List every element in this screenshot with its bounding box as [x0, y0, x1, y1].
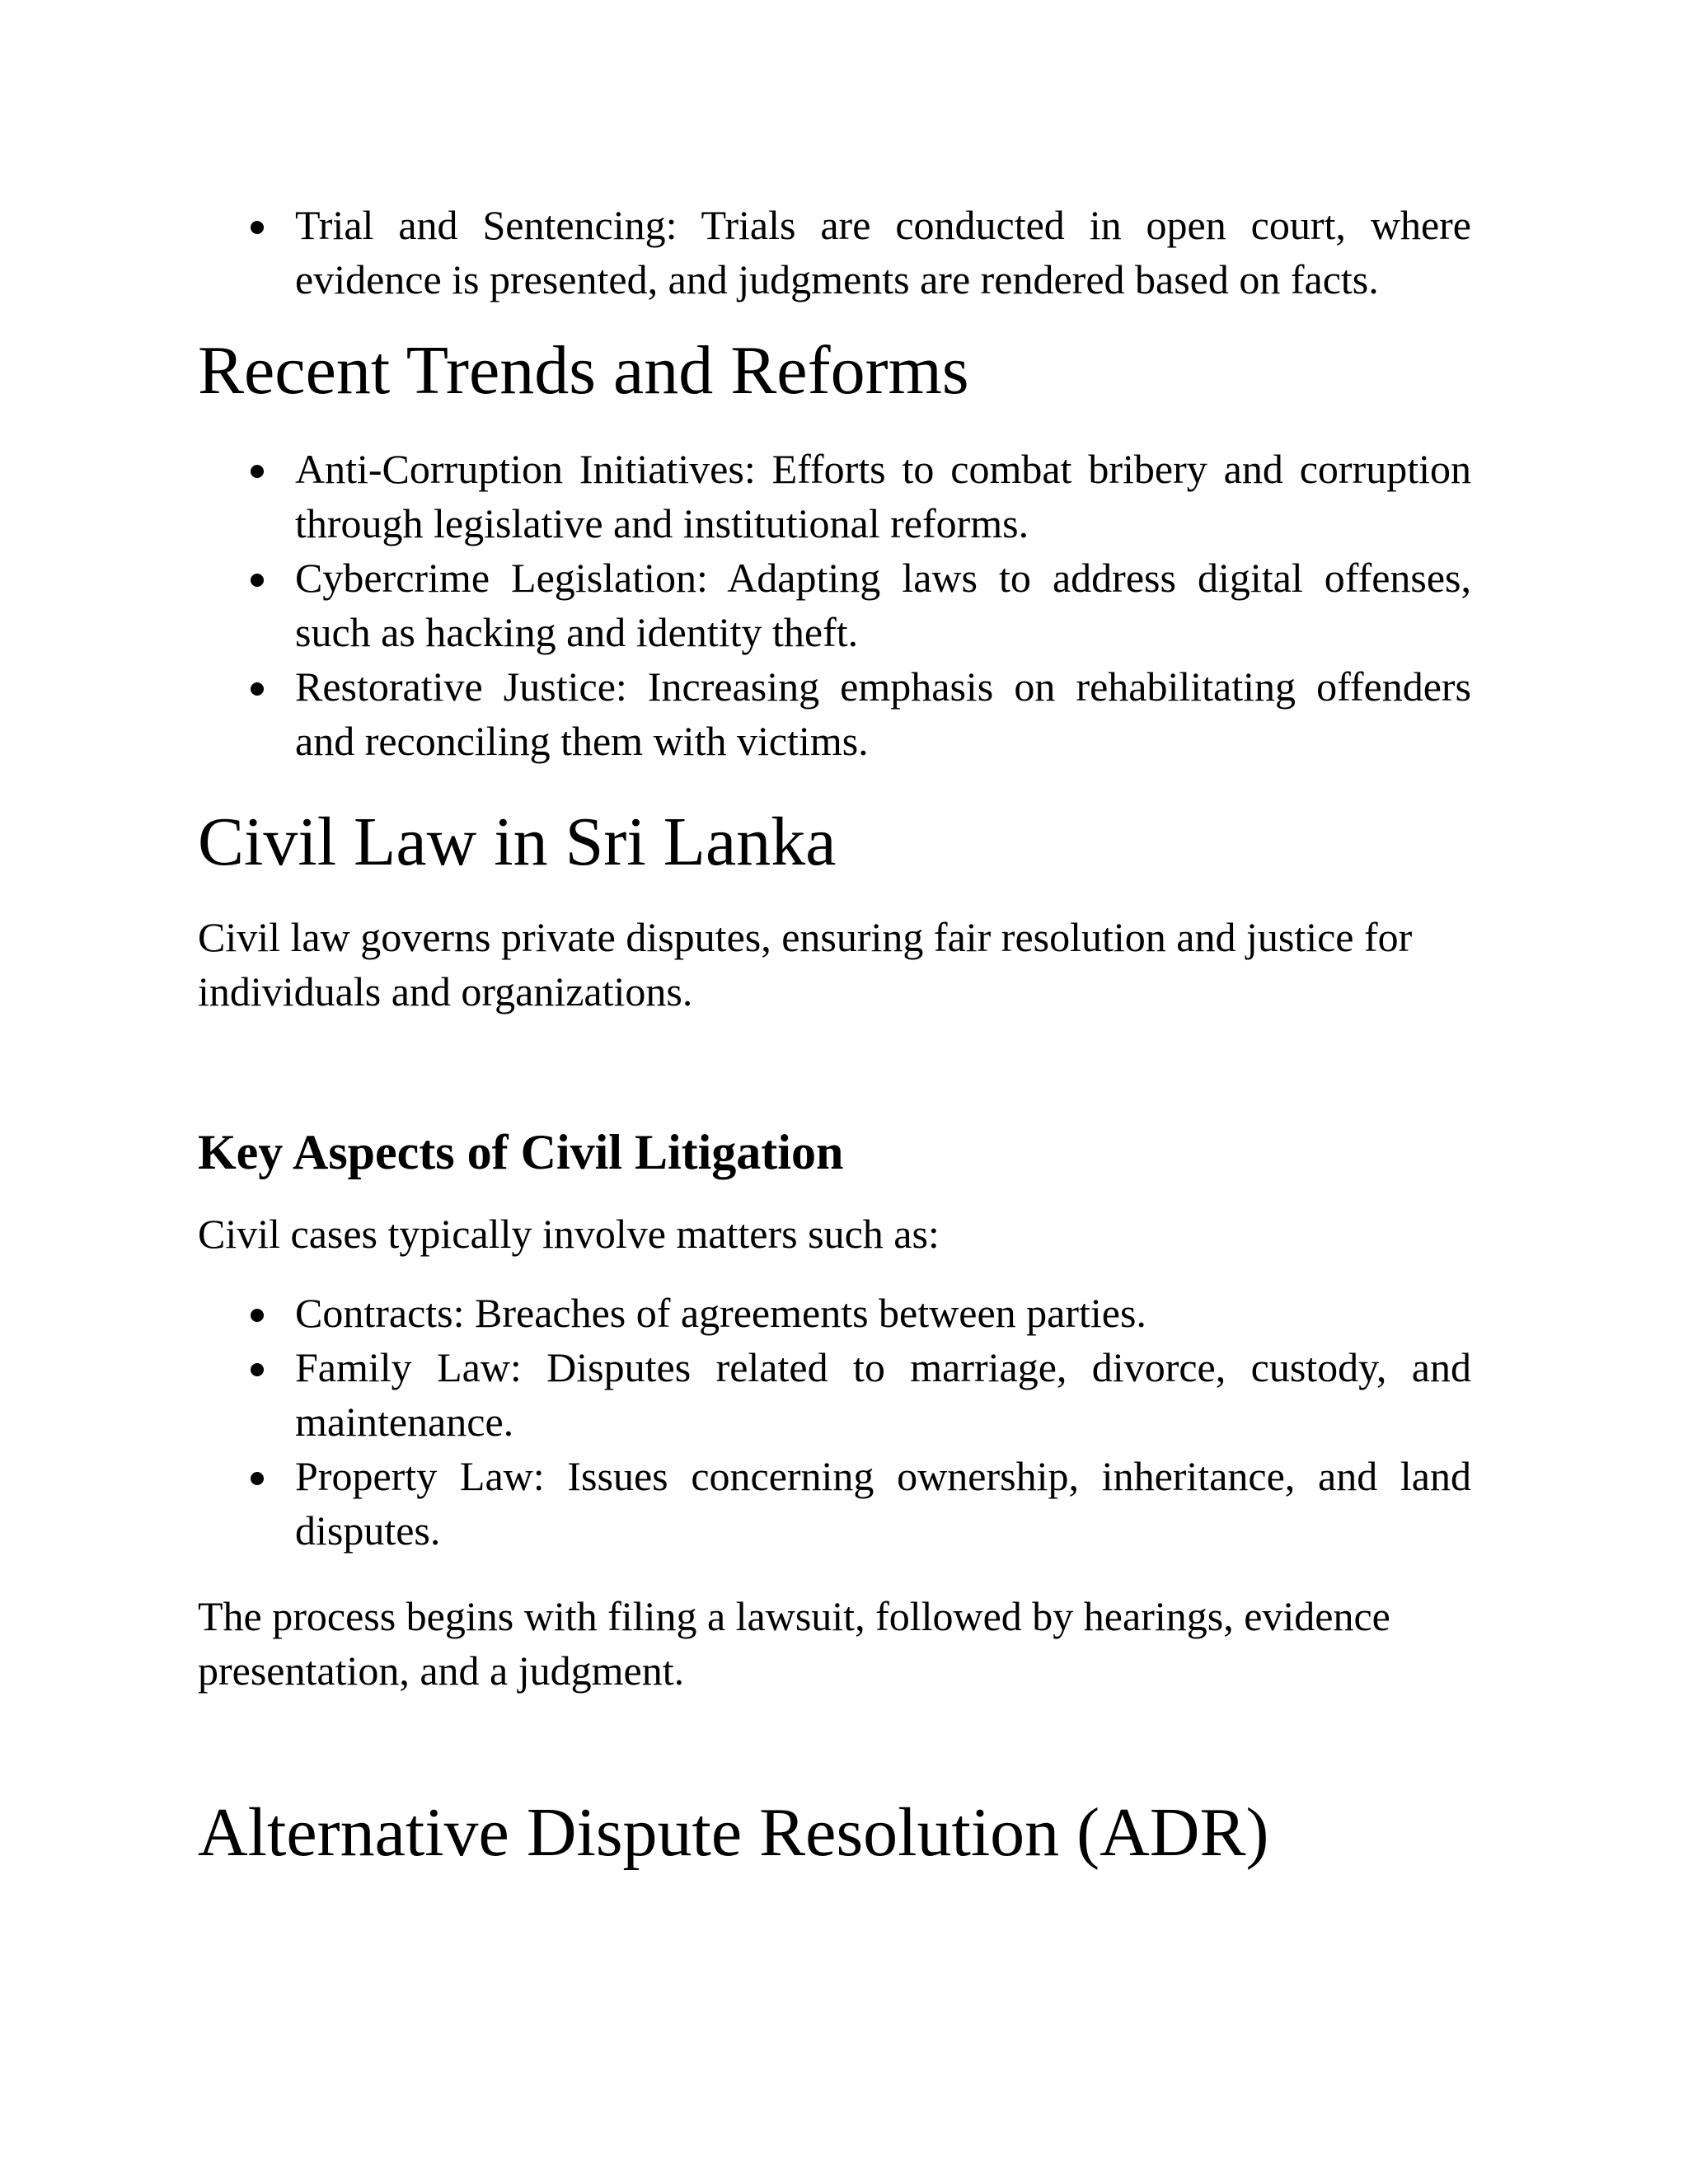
list-item — [198, 551, 1471, 659]
heading-recent-trends: Recent Trends and Reforms — [198, 332, 969, 409]
heading-adr: Alternative Dispute Resolution (ADR) — [198, 1794, 1269, 1871]
litigation-list — [198, 1286, 1471, 1558]
list-item — [198, 659, 1471, 768]
list-item-text: Anti-Corruption Initiatives: Efforts to combat bribery and corruption through legislative and institutional reforms. — [295, 446, 1471, 546]
list-item-text: Contracts: Breaches of agreements between parties. — [295, 1290, 1146, 1336]
bullet-icon — [251, 682, 264, 696]
civil-law-intro: Civil law governs private disputes, ensuring fair resolution and justice for individuals and organizations. — [198, 914, 1413, 1015]
heading-key-aspects: Key Aspects of Civil Litigation — [198, 1125, 844, 1179]
bullet-icon — [251, 1309, 264, 1322]
list-item — [198, 442, 1471, 551]
bullet-icon — [251, 1363, 264, 1376]
list-item-text: Property Law: Issues concerning ownership, inheritance, and land disputes. — [295, 1453, 1471, 1554]
bullet-icon — [251, 574, 264, 587]
list-item-text: Restorative Justice: Increasing emphasis on rehabilitating offenders and reconciling them with victims. — [295, 663, 1471, 764]
bullet-icon — [251, 1472, 264, 1485]
heading-civil-law: Civil Law in Sri Lanka — [198, 804, 837, 880]
list-item — [198, 1340, 1471, 1449]
bullet-icon — [251, 221, 264, 234]
trial-list — [198, 198, 1471, 307]
list-item — [198, 1286, 1471, 1340]
litigation-closing: The process begins with filing a lawsuit, followed by hearings, evidence presentation, and a judgment. — [198, 1593, 1390, 1694]
list-item-text: Family Law: Disputes related to marriage, divorce, custody, and maintenance. — [295, 1344, 1471, 1445]
list-item — [198, 198, 1471, 307]
list-item-text: Cybercrime Legislation: Adapting laws to address digital offenses, such as hacking and identity theft. — [295, 555, 1471, 655]
trends-list — [198, 442, 1471, 768]
bullet-icon — [251, 465, 264, 478]
litigation-lead: Civil cases typically involve matters such as: — [198, 1211, 940, 1257]
list-item — [198, 1449, 1471, 1558]
list-item-text: Trial and Sentencing: Trials are conducted in open court, where evidence is presented, and judgments are rendered based on facts. — [295, 202, 1471, 302]
